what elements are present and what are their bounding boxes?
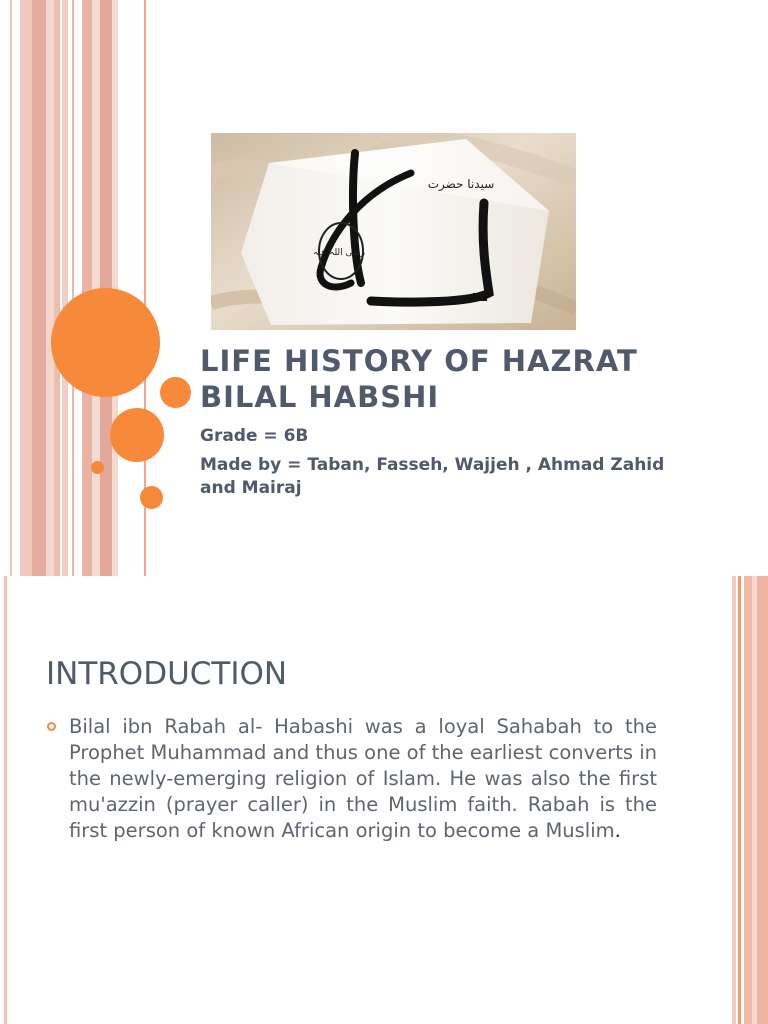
decorative-circle-medium xyxy=(110,408,164,462)
decorative-circle-small xyxy=(160,377,191,408)
bullet-circle-icon xyxy=(47,722,56,731)
presentation-title xyxy=(200,343,700,415)
svg-text:رضی اللہ عنہ: رضی اللہ عنہ xyxy=(312,248,366,258)
made-by-text: Made by = Taban, Fasseh, Wajjeh , Ahmad Zahid and Mairaj xyxy=(200,455,665,498)
introduction-paragraph xyxy=(69,714,657,844)
calligraphy-bilal-icon xyxy=(211,133,576,330)
introduction-body: Bilal ibn Rabah al- Habashi was a loyal Sahabah to the Prophet Muhammad and thus one of the earliest converts in the newly-emerging religion of Islam. He was also the first mu'azzin (prayer caller) in the Muslim faith. Rabah is the first person of known African origin to become a Muslim xyxy=(69,715,657,842)
decorative-circle-large xyxy=(51,288,160,397)
introduction-slide xyxy=(0,576,768,1024)
title-line-1: LIFE HISTORY OF HAZRAT xyxy=(200,344,638,378)
calligraphy-image xyxy=(211,133,576,330)
left-decorative-stripes xyxy=(0,0,160,576)
decorative-circle-small-2 xyxy=(140,486,163,509)
introduction-period: . xyxy=(614,819,621,842)
introduction-heading: INTRODUCTION xyxy=(46,656,288,692)
svg-text:سیدنا حضرت: سیدنا حضرت xyxy=(427,177,495,191)
title-line-2: BILAL HABSHI xyxy=(200,380,440,414)
decorative-circle-tiny xyxy=(91,461,104,474)
grade-text: Grade = 6B xyxy=(200,426,309,446)
